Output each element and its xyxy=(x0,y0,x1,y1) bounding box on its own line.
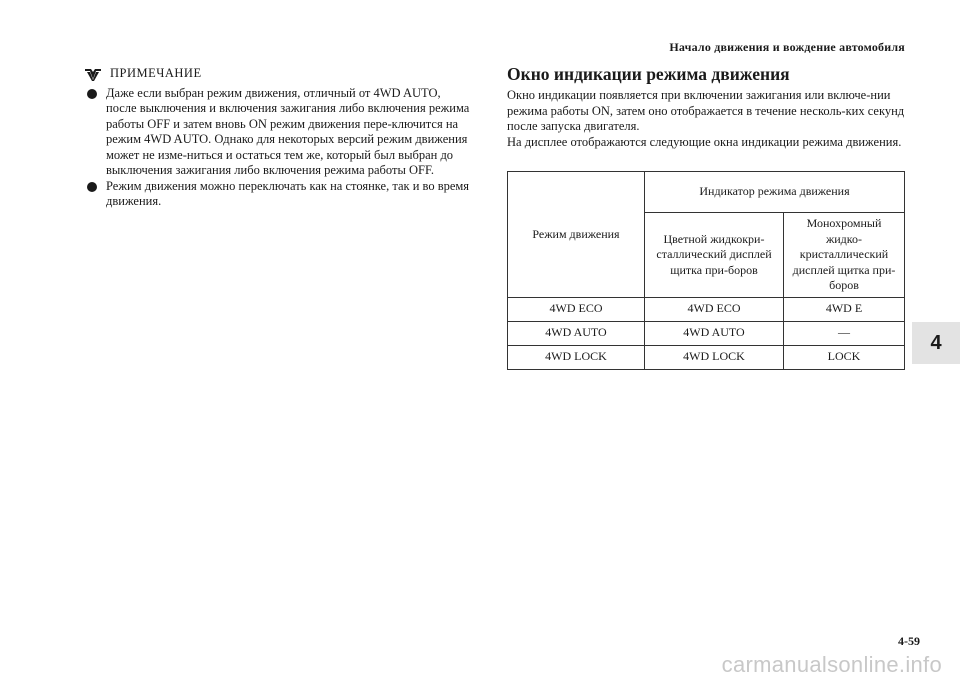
section-block xyxy=(507,63,907,150)
table-cell: LOCK xyxy=(784,345,905,369)
note-bullet-item xyxy=(84,86,474,179)
note-bullet-list xyxy=(84,86,474,210)
note-heading-row xyxy=(84,66,474,82)
header-mono-display: Монохромный жидко-кристаллический дисплей щитка при-боров xyxy=(784,213,905,298)
chapter-tab: 4 xyxy=(912,322,960,364)
bullet-icon xyxy=(87,89,97,99)
note-bullet-text: Режим движения можно переключать как на стоянке, так и во время движения. xyxy=(106,178,470,208)
header-indicator: Индикатор режима движения xyxy=(645,172,905,213)
note-bullet-item xyxy=(84,179,474,210)
bullet-icon xyxy=(87,182,97,192)
note-bullet-text: Даже если выбран режим движения, отличный от 4WD AUTO, после выключения и включения зажигания либо включения режима работы OFF и затем вновь ON режим движения пере-ключится на режим 4WD AUTO. Однако для некоторых версий режим движения может не изме-ниться и остаться тем же, который был выбран до выключения зажигания либо включения режима работы OFF. xyxy=(106,85,470,177)
watermark: carmanualsonline.info xyxy=(721,652,942,677)
section-paragraph: На дисплее отображаются следующие окна индикации режима движения. xyxy=(507,134,902,149)
running-header: Начало движения и вождение автомобиля xyxy=(669,40,905,54)
table-cell: 4WD E xyxy=(784,297,905,321)
section-title: Окно индикации режима движения xyxy=(507,64,790,84)
table-cell: 4WD LOCK xyxy=(508,345,645,369)
section-paragraph: Окно индикации появляется при включении зажигания или включе-нии режима работы ON, затем оно отображается в течение несколь-ких секунд после запуска двигателя. xyxy=(507,88,905,133)
note-icon xyxy=(84,67,102,81)
table-cell: 4WD ECO xyxy=(508,297,645,321)
header-mode: Режим движения xyxy=(508,172,645,298)
drive-mode-table xyxy=(507,171,905,370)
table-row xyxy=(508,321,905,345)
table-cell: — xyxy=(784,321,905,345)
table-row xyxy=(508,297,905,321)
page-number: 4-59 xyxy=(898,634,920,648)
table-cell: 4WD AUTO xyxy=(645,321,784,345)
header-color-display: Цветной жидкокри-сталлический дисплей щитка при-боров xyxy=(645,213,784,298)
table-cell: 4WD AUTO xyxy=(508,321,645,345)
table-header-row xyxy=(508,172,905,213)
table-row xyxy=(508,345,905,369)
table-cell: 4WD LOCK xyxy=(645,345,784,369)
note-block xyxy=(84,66,474,210)
table-cell: 4WD ECO xyxy=(645,297,784,321)
note-heading: ПРИМЕЧАНИЕ xyxy=(110,66,202,80)
